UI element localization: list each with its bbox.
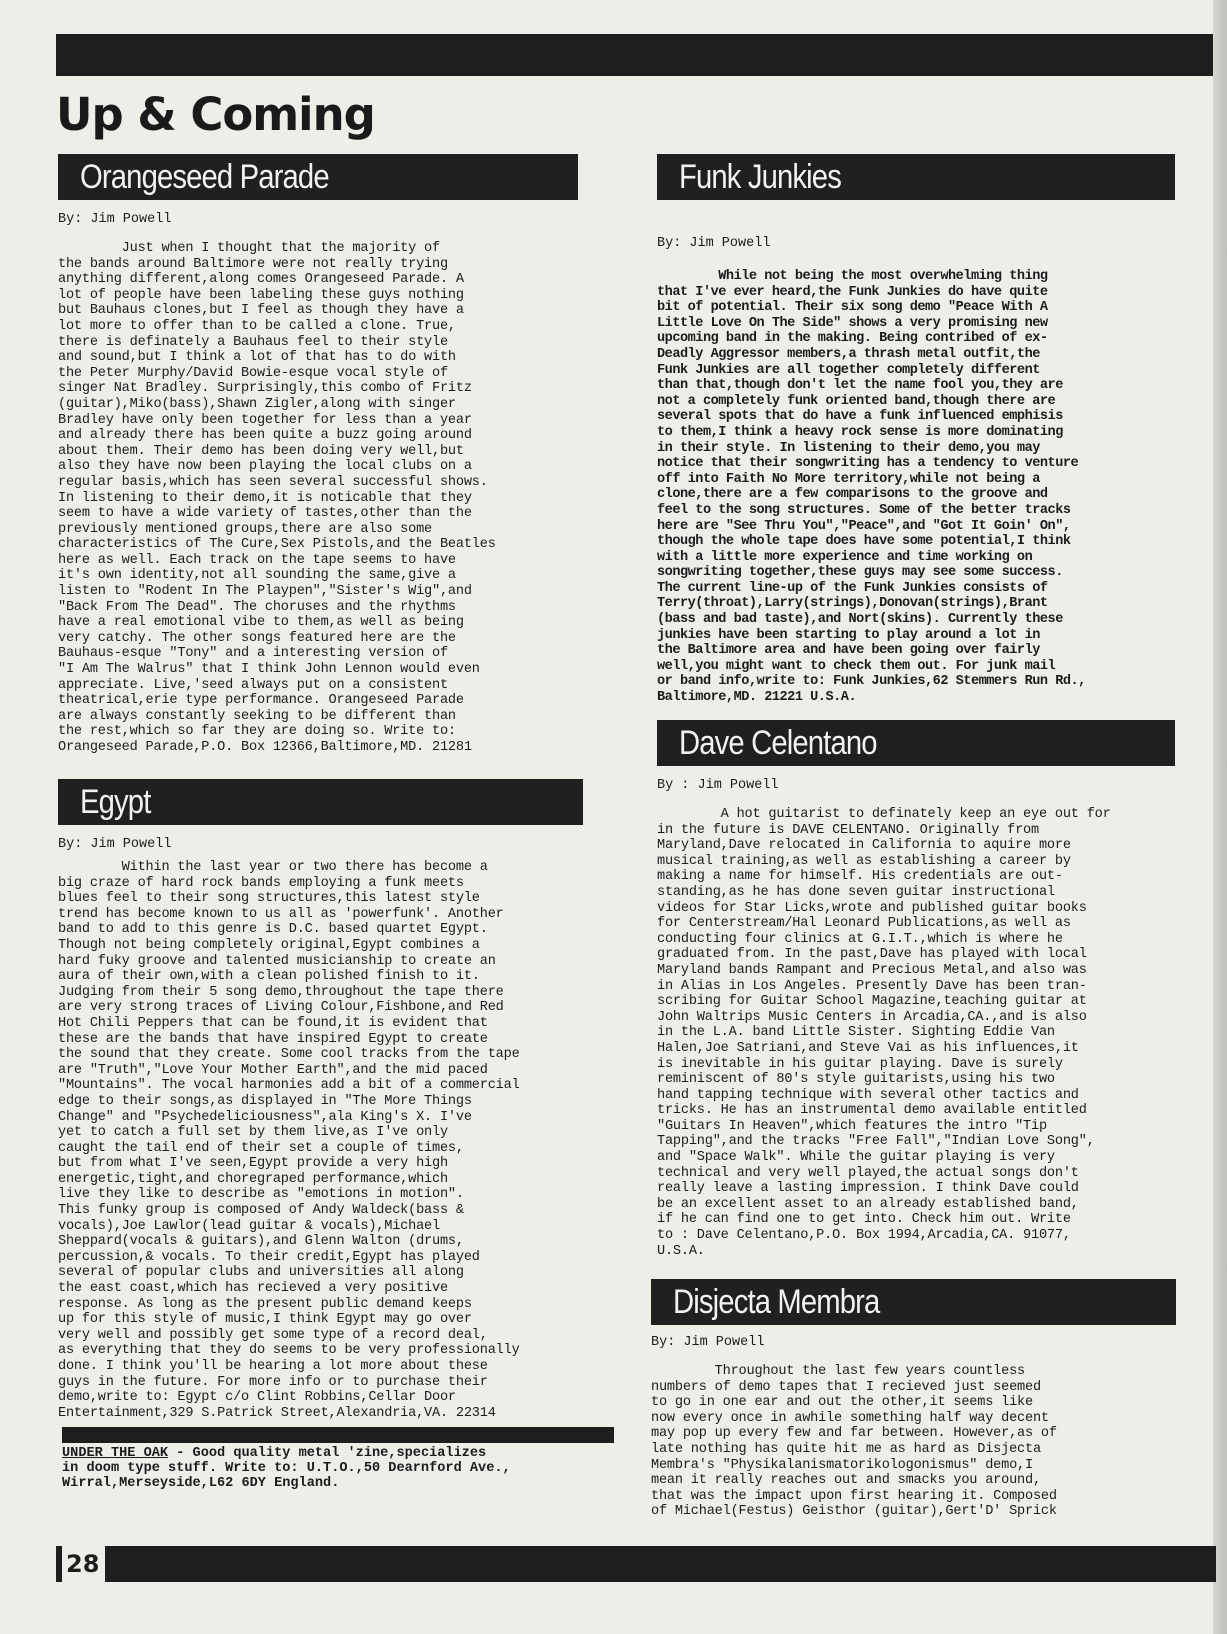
byline: By : Jim Powell — [657, 778, 779, 793]
page-title: Up & Coming — [56, 88, 375, 141]
byline: By: Jim Powell — [58, 212, 172, 227]
article-body: While not being the most overwhelming thing that I've ever heard,the Funk Junkies do have quite bit of potential. Their six song demo "Peace With A Little Love On The Side" shows a very promising new upcoming band in the making. Being contribed of ex- Deadly Aggressor members,a thrash metal outfit,the Funk Junkies are all together completely different than that,though don't let the name fool you,they are not a completely funk oriented band,though there are several spots that do have a funk influenced emphisis to them,I think a heavy rock sense is more dominating in their style. In listening to their demo,you may notice that their songwriting has a tendency to venture off into Faith No More territory,while not being a clone,there are a few comparisons to the groove and feel to the song structures. Some of the better tracks here are "See Thru You","Peace",and "Got It Goin' On", though the whole tape does have some potential,I think with a little more experience and time working on songwriting together,these guys may see some success. The current line-up of the Funk Junkies consists of Terry(throat),Larry(strings),Donovan(strings),Brant (bass and bad taste),and Nort(skins). Currently these junkies have been starting to play around a lot in the Baltimore area and have been going over fairly well,you might want to check them out. For junk mail or band info,write to: Funk Junkies,62 Stemmers Run Rd., Baltimore,MD. 21221 U.S.A. — [657, 269, 1086, 706]
bottom-rule-bar — [56, 1546, 1216, 1582]
section-heading: Dave Celentano — [679, 724, 877, 762]
section-heading: Disjecta Membra — [673, 1283, 880, 1321]
ad-body: - Good quality metal 'zine,specializes in doom type stuff. Write to: U.T.O.,50 Dearnford Ave., Wirral,Merseyside,L62 6DY England. — [62, 1446, 511, 1491]
byline: By: Jim Powell — [651, 1335, 765, 1350]
section-orangeseed-parade — [58, 154, 578, 756]
byline: By: Jim Powell — [657, 236, 771, 251]
section-heading: Funk Junkies — [679, 158, 841, 196]
section-egypt — [58, 779, 583, 1421]
byline: By: Jim Powell — [58, 837, 172, 852]
section-dave-celentano — [657, 720, 1175, 1259]
article-body: Just when I thought that the majority of the bands around Baltimore were not really trying anything different,along comes Orangeseed Parade. A lot of people have been labeling these guys nothing but Bauhaus clones,but I feel as though they have a lot more to offer than to be called a clone. True, there is definately a Bauhaus feel to their style and sound,but I think a lot of that has to do with the Peter Murphy/David Bowie-esque vocal style of singer Nat Bradley. Surprisingly,this combo of Fritz (guitar),Miko(bass),Shawn Zigler,along with singer Bradley have only been together for less than a year and already there has been quite a buzz going around about them. Their demo has been doing very well,but also they have now been playing the local clubs on a regular basis,which has seen several successful shows. In listening to their demo,it is noticable that they seem to have a wide variety of tastes,other than the previously mentioned groups,there are also some characteristics of The Cure,Sex Pistols,and the Beatles here as well. Each track on the tape seems to have it's own identity,not all sounding the same,give a listen to "Rodent In The Playpen","Sister's Wig",and "Back From The Dead". The choruses and the rhythms have a real emotional vibe to them,as well as being very catchy. The other songs featured here are the Bauhaus-esque "Tony" and a interesting version of "I Am The Walrus" that I think John Lennon would even appreciate. Live,'seed always put on a consistent theatrical,erie type performance. Orangeseed Parade are always constantly seeking to be different than the rest,which so far they are doing so. Write to: Orangeseed Parade,P.O. Box 12366,Baltimore,MD. 21281 — [58, 241, 496, 755]
ad-title: UNDER THE OAK — [62, 1446, 169, 1461]
classified-ad-under-the-oak — [62, 1427, 614, 1491]
article-body: Within the last year or two there has become a big craze of hard rock bands employing a funk meets blues feel to their song structures,this latest style trend has become known to us all as 'powerfunk'. Another band to add to this genre is D.C. based quartet Egypt. Though not being completely original,Egypt combines a hard fuky groove and talented musicianship to create an aura of their own,with a clean polished finish to it. Judging from their 5 song demo,throughout the tape there are very strong traces of Living Colour,Fishbone,and Red Hot Chili Peppers that can be found,it is evident that these are the bands that have inspired Egypt to create the sound that they create. Some cool tracks from the tape are "Truth","Love Your Mother Earth",and the mid paced "Mountains". The vocal harmonies add a bit of a commercial edge to their songs,as displayed in "The More Things Change" and "Psychedeliciousness",ala King's X. I've yet to catch a full set by them live,as I've only caught the tail end of their set a couple of times, but from what I've seen,Egypt provide a very high energetic,tight,and choregraped performance,which live they like to describe as "emotions in motion". This funky group is composed of Andy Waldeck(bass & vocals),Joe Lawlor(lead guitar & vocals),Michael Sheppard(vocals & guitars),and Glenn Walton (drums, percussion,& vocals. To their credit,Egypt has played several of popular clubs and universities all along the east coast,which has recieved a very positive response. As long as the present public demand keeps up for this style of music,I think Egypt may go over very well and possibly get some type of a record deal, as everything that they do seems to be very professionally done. I think you'll be hearing a lot more about these guys in the future. For more info or to purchase their demo,write to: Egypt c/o Clint Robbins,Cellar Door Entertainment,329 S.Patrick Street,Alexandria,VA. 22314 — [58, 860, 520, 1421]
top-rule-bar — [56, 34, 1222, 76]
section-heading-bar — [58, 779, 583, 825]
section-heading-bar — [657, 154, 1175, 200]
page-number: 28 — [62, 1546, 105, 1582]
section-heading-bar — [58, 154, 578, 200]
section-heading-bar — [657, 720, 1175, 766]
section-heading: Orangeseed Parade — [80, 158, 329, 196]
page-edge-shadow — [1213, 0, 1227, 1634]
section-heading-bar — [651, 1279, 1176, 1325]
section-heading: Egypt — [80, 783, 151, 821]
article-body: A hot guitarist to definately keep an eye out for in the future is DAVE CELENTANO. Originally from Maryland,Dave relocated in California to aquire more musical training,as well as establishing a career by making a name for himself. His credentials are out- standing,as he has done seven guitar instructional videos for Star Licks,wrote and published guitar books for Centerstream/Hal Leonard Publications,as well as conducting four clinics at G.I.T.,which is where he graduated from. In the past,Dave has played with local Maryland bands Rampant and Precious Metal,and also was in Alias in Los Angeles. Presently Dave has been tran- scribing for Guitar School Magazine,teaching guitar at John Waltrips Music Centers in Arcadia,CA.,and is also in the L.A. band Little Sister. Sighting Eddie Van Halen,Joe Satriani,and Steve Vai as his influences,it is inevitable in his guitar playing. Dave is surely reminiscent of 80's style guitarists,using his two hand tapping technique with several other tactics and tricks. He has an instrumental demo available entitled "Guitars In Heaven",which features the intro "Tip Tapping",and the tracks "Free Fall","Indian Love Song", and "Space Walk". While the guitar playing is very technical and very well played,the actual songs don't really leave a lasting impression. I think Dave could be an excellent asset to an already established band, if he can find one to get into. Check him out. Write to : Dave Celentano,P.O. Box 1994,Arcadia,CA. 91077, U.S.A. — [657, 807, 1111, 1259]
section-funk-junkies — [657, 154, 1175, 706]
section-disjecta-membra — [651, 1279, 1176, 1520]
article-body: Throughout the last few years countless numbers of demo tapes that I recieved just seemed to go in one ear and out the other,it seems like now every once in awhile something half way decent may pop up every few and far between. However,as of late nothing has quite hit me as hard as Disjecta Membra's "Physikalanismatorikologonismus" demo,I mean it really reaches out and smacks you around, that was the impact upon first hearing it. Composed of Michael(Festus) Geisthor (guitar),Gert'D' Sprick — [651, 1364, 1057, 1520]
